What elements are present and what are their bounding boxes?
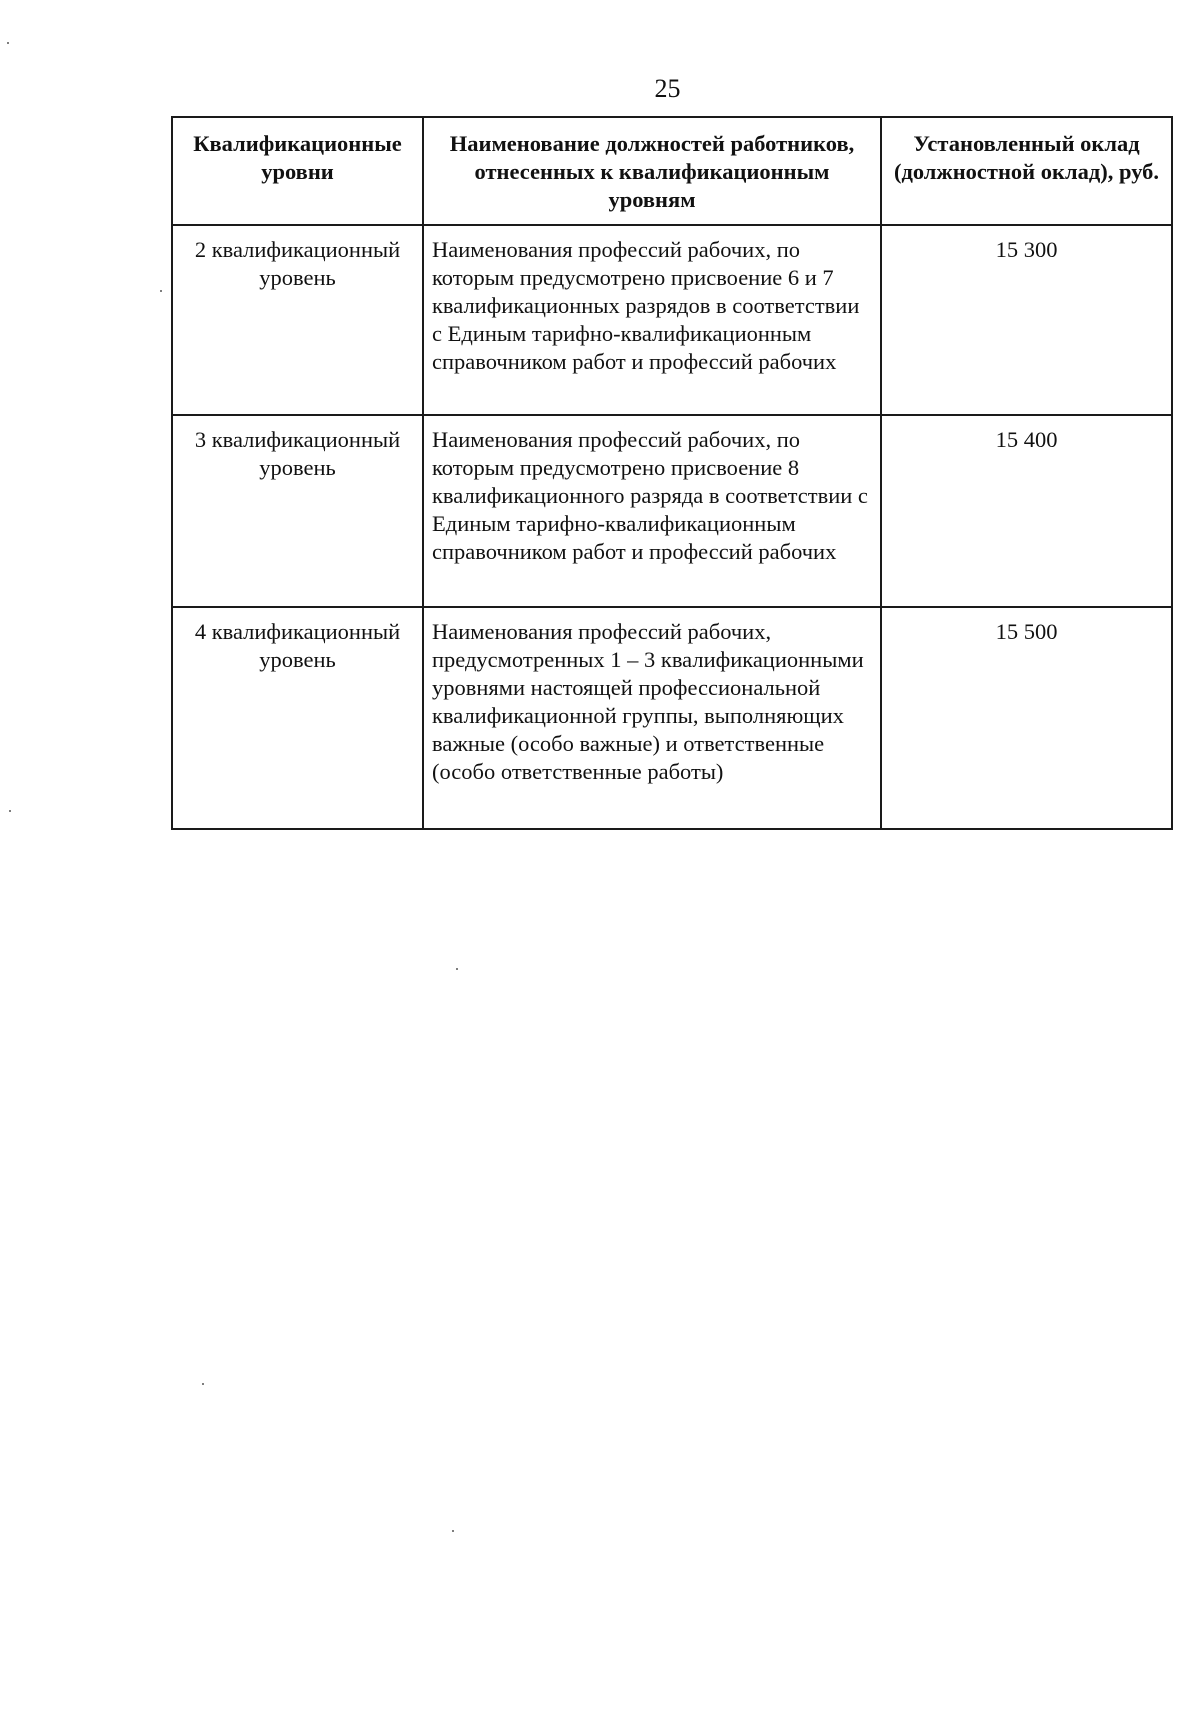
table-row [172, 225, 1172, 415]
scan-speck [9, 810, 11, 812]
table-row [172, 415, 1172, 607]
salary-cell: 15 400 [881, 415, 1172, 607]
salary-cell: 15 300 [881, 225, 1172, 415]
header-qualification-levels: Квалификационные уровни [172, 117, 423, 225]
table-row [172, 607, 1172, 829]
table-header-row [172, 117, 1172, 225]
scan-speck [160, 290, 162, 292]
header-established-salary: Установленный оклад (должностной оклад), руб. [881, 117, 1172, 225]
qualification-level-cell: 4 квалификационный уровень [172, 607, 423, 829]
qualification-level-cell: 2 квалификационный уровень [172, 225, 423, 415]
position-description-cell: Наименования профессий рабочих, по которым предусмотрено присвоение 6 и 7 квалификационных разрядов в соответствии с Единым тарифно-квалификационным справочником работ и профессий рабочих [423, 225, 881, 415]
qualification-level-cell: 3 квалификационный уровень [172, 415, 423, 607]
position-description-cell: Наименования профессий рабочих, предусмотренных 1 – 3 квалификационными уровнями настоящей профессиональной квалификационной группы, выполняющих важные (особо важные) и ответственные (особо ответственные работы) [423, 607, 881, 829]
scan-speck [452, 1530, 454, 1532]
header-position-names: Наименование должностей работников, отнесенных к квалификационным уровням [423, 117, 881, 225]
position-description-cell: Наименования профессий рабочих, по которым предусмотрено присвоение 8 квалификационного разряда в соответствии с Единым тарифно-квалификационным справочником работ и профессий рабочих [423, 415, 881, 607]
scan-speck [202, 1383, 204, 1385]
qualification-salary-table [171, 116, 1173, 830]
page-number: 25 [654, 74, 681, 103]
salary-cell: 15 500 [881, 607, 1172, 829]
scan-speck [456, 968, 458, 970]
scan-speck [7, 42, 9, 44]
